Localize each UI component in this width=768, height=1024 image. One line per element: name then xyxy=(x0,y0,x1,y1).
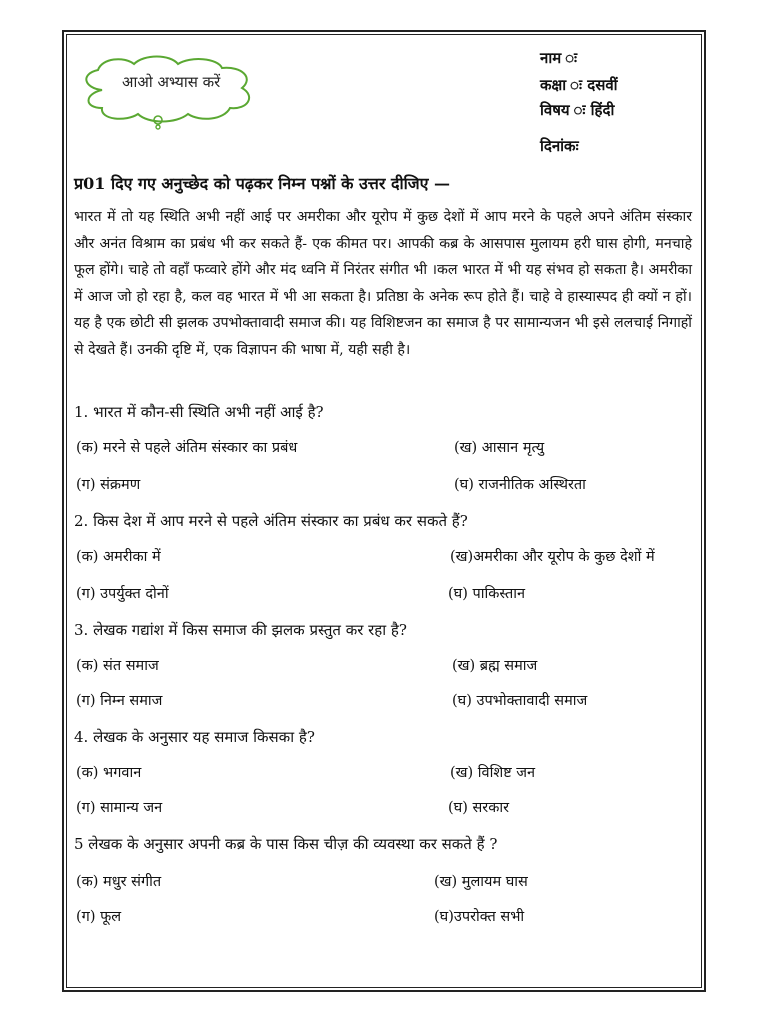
q2-option-ka: (क) अमरीका में xyxy=(76,549,161,565)
q3-option-ka: (क) संत समाज xyxy=(76,658,159,674)
question-2: 2. किस देश में आप मरने से पहले अंतिम संस्कार का प्रबंध कर सकते हैं? xyxy=(74,512,468,530)
q4-option-kha: (ख) विशिष्ट जन xyxy=(450,765,536,781)
q4-option-ga: (ग) सामान्य जन xyxy=(76,800,163,816)
q5-option-ka: (क) मधुर संगीत xyxy=(76,874,162,890)
q4-option-ka: (क) भगवान xyxy=(76,765,142,781)
q4-option-gha: (घ) सरकार xyxy=(448,800,510,816)
q5-option-kha: (ख) मुलायम घास xyxy=(434,874,528,890)
subject-label: विषय ः हिंदी xyxy=(540,101,615,119)
class-label: कक्षा ः दसवीं xyxy=(540,76,618,94)
q3-option-gha: (घ) उपभोक्तावादी समाज xyxy=(452,693,588,709)
date-label: दिनांकः xyxy=(540,137,579,155)
q2-option-kha: (ख)अमरीका और यूरोप के कुछ देशों में xyxy=(450,549,655,565)
q3-option-ga: (ग) निम्न समाज xyxy=(76,693,163,709)
q3-option-kha: (ख) ब्रह्म समाज xyxy=(452,658,538,674)
q1-option-ka: (क) मरने से पहले अंतिम संस्कार का प्रबंध xyxy=(76,440,298,456)
q1-option-ga: (ग) संक्रमण xyxy=(76,477,141,493)
question-1: 1. भारत में कौन-सी स्थिति अभी नहीं आई है? xyxy=(74,403,324,421)
q1-option-gha: (घ) राजनीतिक अस्थिरता xyxy=(454,477,586,493)
q1-option-kha: (ख) आसान मृत्यु xyxy=(454,440,545,456)
question-4: 4. लेखक के अनुसार यह समाज किसका है? xyxy=(74,728,315,746)
passage-text: भारत में तो यह स्थिति अभी नहीं आई पर अमरीका और यूरोप में कुछ देशों में आप मरने के पहले अपने अंतिम संस्कार और अनंत विश्राम का प्रबंध भी कर सकते हैं- एक कीमत पर। आपकी कब्र के आसपास मुलायम हरी घास होगी, मनचाहे फूल होंगे। चाहे तो वहाँ फव्वारे होंगे और मंद ध्वनि में निरंतर संगीत भी ।कल भारत में भी यह संभव हो सकता है। अमरीका में आज जो हो रहा है, कल वह भारत में भी आ सकता है। प्रतिष्ठा के अनेक रूप होते हैं। चाहे वे हास्यास्पद ही क्यों न हों। यह है एक छोटी सी झलक उपभोक्तावादी समाज की। यह विशिष्टजन का समाज है पर सामान्यजन भी इसे ललचाई निगाहों से देखते हैं। उनकी दृष्टि में, एक विज्ञापन की भाषा में, यही सही है। xyxy=(74,209,692,358)
question-5: 5 लेखक के अनुसार अपनी कब्र के पास किस चीज़ की व्यवस्था कर सकते हैं ? xyxy=(74,835,498,853)
instruction-heading: प्र01 दिए गए अनुच्छेद को पढ़कर निम्न पश्नों के उत्तर दीजिए — xyxy=(74,174,451,193)
q2-option-ga: (ग) उपर्युक्त दोनों xyxy=(76,586,169,602)
q5-option-ga: (ग) फूल xyxy=(76,909,122,925)
q2-option-gha: (घ) पाकिस्तान xyxy=(448,586,526,602)
question-3: 3. लेखक गद्यांश में किस समाज की झलक प्रस्तुत कर रहा है? xyxy=(74,621,407,639)
q5-option-gha: (घ)उपरोक्त सभी xyxy=(434,909,525,925)
cloud-shape xyxy=(72,52,262,132)
name-label: नाम ः xyxy=(540,49,578,67)
cloud-label: आओ अभ्यास करें xyxy=(122,73,221,91)
